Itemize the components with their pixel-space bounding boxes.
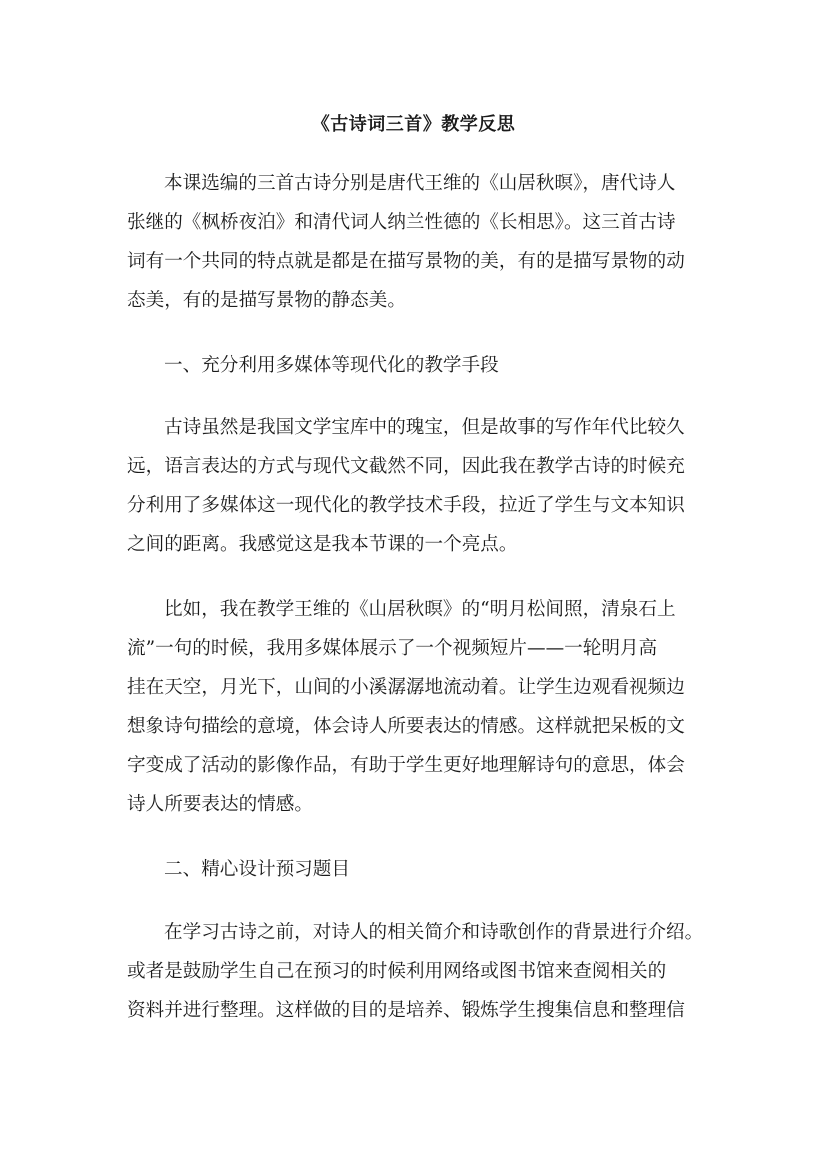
section1-p2-line-6: 诗人所要表达的情感。 <box>127 794 313 815</box>
document-title: 《古诗词三首》教学反思 <box>311 114 516 135</box>
section1-p1-line-4: 之间的距离。我感觉这是我本节课的一个亮点。 <box>127 534 518 555</box>
section-heading-2: 二、精心设计预习题目 <box>164 859 350 880</box>
section1-p1-line-2: 远，语言表达的方式与现代文截然不同，因此我在教学古诗的时候充 <box>127 456 685 477</box>
intro-line-4: 态美，有的是描写景物的静态美。 <box>127 290 406 311</box>
section-heading-1: 一、充分利用多媒体等现代化的教学手段 <box>164 355 499 376</box>
intro-line-1: 本课选编的三首古诗分别是唐代王维的《山居秋暝》，唐代诗人 <box>164 173 676 194</box>
section2-p1-line-1: 在学习古诗之前，对诗人的相关简介和诗歌创作的背景进行介绍。 <box>164 922 704 943</box>
section1-p2-line-2: 流”一句的时候，我用多媒体展示了一个视频短片——一轮明月高 <box>127 638 658 659</box>
intro-line-3: 词有一个共同的特点就是都是在描写景物的美，有的是描写景物的动 <box>127 251 685 272</box>
section1-p2-line-5: 字变成了活动的影像作品，有助于学生更好地理解诗句的意思，体会 <box>127 755 685 776</box>
intro-line-2: 张继的《枫桥夜泊》和清代词人纳兰性德的《长相思》。这三首古诗 <box>127 212 676 233</box>
section2-p1-line-2: 或者是鼓励学生自己在预习的时候利用网络或图书馆来查阅相关的 <box>127 961 667 982</box>
section1-p2-line-3: 挂在天空，月光下，山间的小溪潺潺地流动着。让学生边观看视频边 <box>127 677 685 698</box>
section1-p2-line-1: 比如，我在教学王维的《山居秋暝》的“明月松间照，清泉石上 <box>164 599 676 620</box>
section1-p2-line-4: 想象诗句描绘的意境，体会诗人所要表达的情感。这样就把呆板的文 <box>127 716 685 737</box>
section1-p1-line-3: 分利用了多媒体这一现代化的教学技术手段，拉近了学生与文本知识 <box>127 495 685 516</box>
section1-p1-line-1: 古诗虽然是我国文学宝库中的瑰宝，但是故事的写作年代比较久 <box>164 417 685 438</box>
section2-p1-line-3: 资料并进行整理。这样做的目的是培养、锻炼学生搜集信息和整理信 <box>127 1000 685 1021</box>
